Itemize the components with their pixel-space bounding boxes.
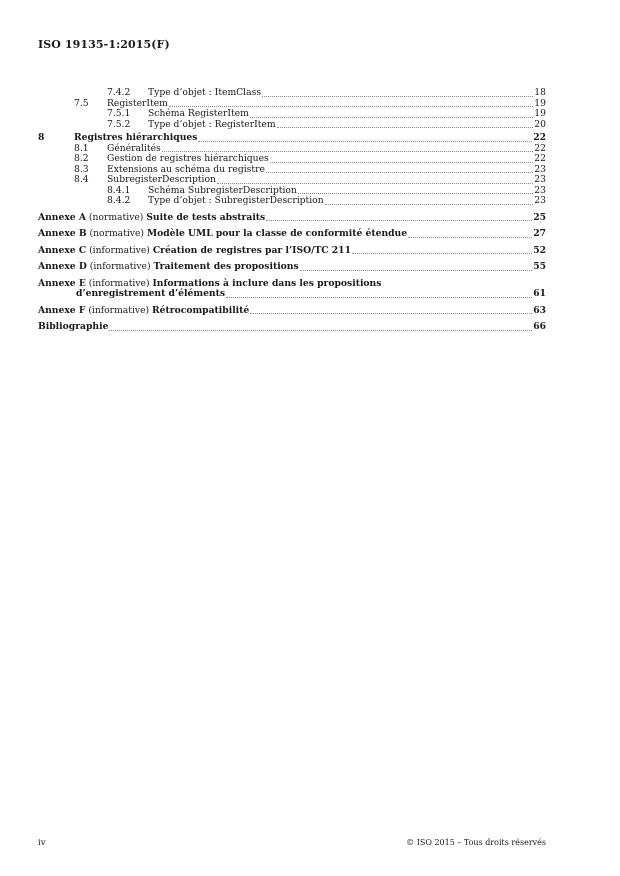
toc-entry-number: 8.2 — [74, 153, 89, 164]
leader-dots — [277, 127, 534, 128]
toc-entry-page: 18 — [534, 87, 546, 98]
annex-title: Suite de tests abstraits — [146, 211, 266, 223]
toc-entry-page: 61 — [533, 288, 546, 299]
toc-entry-page: 20 — [534, 118, 546, 130]
leader-dots — [266, 172, 533, 173]
toc-entry-page: 52 — [533, 244, 546, 256]
toc-entry-title: Schéma SubregisterDescription — [148, 184, 297, 196]
toc-entry[interactable] — [38, 120, 546, 131]
page-number: iv — [38, 838, 46, 848]
toc-entry-number: 7.4.2 — [107, 87, 131, 98]
leader-dots — [262, 96, 533, 97]
leader-dots — [408, 237, 532, 238]
toc-annex-b[interactable] — [38, 229, 546, 240]
toc-annex-a[interactable] — [38, 213, 546, 224]
leader-dots — [250, 313, 532, 314]
leader-dots — [270, 162, 534, 163]
toc-entry-page: 19 — [534, 97, 546, 109]
toc-entry-title: Type d’objet : RegisterItem — [148, 118, 276, 130]
annex-kind: (informative) — [89, 244, 150, 256]
toc-entry-title: Généralités — [107, 142, 161, 154]
toc-entry-number: 8.4 — [74, 174, 89, 185]
toc-entry-page: 63 — [533, 304, 546, 316]
leader-dots — [109, 330, 532, 331]
annex-title: Création de registres par l’ISO/TC 211 — [152, 244, 351, 256]
toc-annex-f[interactable] — [38, 306, 546, 317]
toc-entry-page: 19 — [534, 108, 546, 119]
annex-label: Annexe B — [38, 228, 87, 239]
leader-dots — [250, 117, 534, 118]
toc-entry[interactable] — [38, 196, 546, 207]
toc-entry-title: Registres hiérarchiques — [74, 132, 198, 143]
toc-entry-number: 8 — [38, 132, 45, 143]
toc-entry-page: 23 — [534, 163, 546, 175]
toc-entry-page: 23 — [534, 184, 546, 196]
toc-entry-page: 25 — [533, 211, 546, 223]
leader-dots — [352, 253, 532, 254]
annex-label: Annexe D — [38, 261, 87, 272]
leader-dots — [298, 193, 533, 194]
toc-entry-page: 22 — [533, 132, 546, 143]
toc-entry-title: RegisterItem — [107, 97, 168, 109]
document-header: ISO 19135-1:2015(F) — [38, 38, 170, 51]
annex-title-line1: Informations à inclure dans les propositions — [152, 277, 382, 289]
toc-entry-number: 8.4.1 — [107, 184, 131, 196]
leader-dots — [162, 151, 534, 152]
leader-dots — [169, 106, 533, 107]
leader-dots — [266, 220, 532, 221]
toc-entry[interactable] — [38, 154, 546, 165]
toc-entry-number: 7.5.2 — [107, 118, 131, 130]
toc-entry-number: 8.3 — [74, 163, 89, 175]
annex-label: Annexe E — [38, 277, 86, 289]
toc-entry-number: 8.1 — [74, 142, 89, 154]
toc-entry-number: 7.5 — [74, 97, 89, 109]
table-of-contents — [38, 88, 546, 333]
leader-dots — [217, 183, 533, 184]
toc-entry[interactable] — [38, 175, 546, 186]
annex-kind: (normative) — [88, 211, 144, 223]
toc-annex-e-continuation[interactable] — [38, 289, 546, 300]
toc-annex-c[interactable] — [38, 246, 546, 257]
copyright-notice: © ISO 2015 – Tous droits réservés — [406, 838, 546, 847]
toc-entry-page: 66 — [533, 321, 546, 332]
leader-dots — [226, 297, 532, 298]
annex-kind: (normative) — [89, 228, 145, 239]
toc-entry-page: 55 — [533, 261, 546, 272]
toc-annex-d[interactable] — [38, 262, 546, 273]
annex-label: Annexe A — [38, 211, 86, 223]
toc-entry-page: 23 — [534, 174, 546, 185]
toc-entry-title: Schéma RegisterItem — [148, 108, 249, 119]
annex-title-line2: d’enregistrement d’éléments — [76, 288, 226, 299]
toc-entry[interactable] — [38, 88, 546, 99]
toc-entry-number: 8.4.2 — [107, 195, 131, 206]
toc-entry-page: 22 — [534, 142, 546, 154]
annex-kind: (informative) — [88, 277, 150, 289]
toc-entry-title: SubregisterDescription — [107, 174, 216, 185]
toc-entry-title: Extensions au schéma du registre — [107, 163, 265, 175]
toc-entry-page: 27 — [533, 228, 546, 239]
annex-kind: (informative) — [88, 304, 150, 316]
toc-entry-title: Type d’objet : ItemClass — [148, 87, 262, 98]
toc-section-entry[interactable] — [38, 133, 546, 144]
annex-title: Modèle UML pour la classe de conformité étendue — [146, 228, 408, 239]
toc-entry[interactable] — [38, 109, 546, 120]
annex-title: Rétrocompatibilité — [152, 304, 250, 316]
toc-entry-title: Gestion de registres hiérarchiques — [107, 153, 269, 164]
annex-label: Annexe F — [38, 304, 86, 316]
annex-title: Traitement des propositions — [153, 261, 299, 272]
bibliography-title: Bibliographie — [38, 321, 109, 332]
toc-entry-page: 22 — [534, 153, 546, 164]
leader-dots — [325, 204, 534, 205]
leader-dots — [300, 270, 533, 271]
toc-entry-number: 7.5.1 — [107, 108, 131, 119]
annex-kind: (informative) — [89, 261, 151, 272]
toc-entry-page: 23 — [534, 195, 546, 206]
toc-bibliography[interactable] — [38, 322, 546, 333]
toc-entry-title: Type d’objet : SubregisterDescription — [148, 195, 324, 206]
leader-dots — [198, 141, 532, 142]
annex-label: Annexe C — [38, 244, 87, 256]
